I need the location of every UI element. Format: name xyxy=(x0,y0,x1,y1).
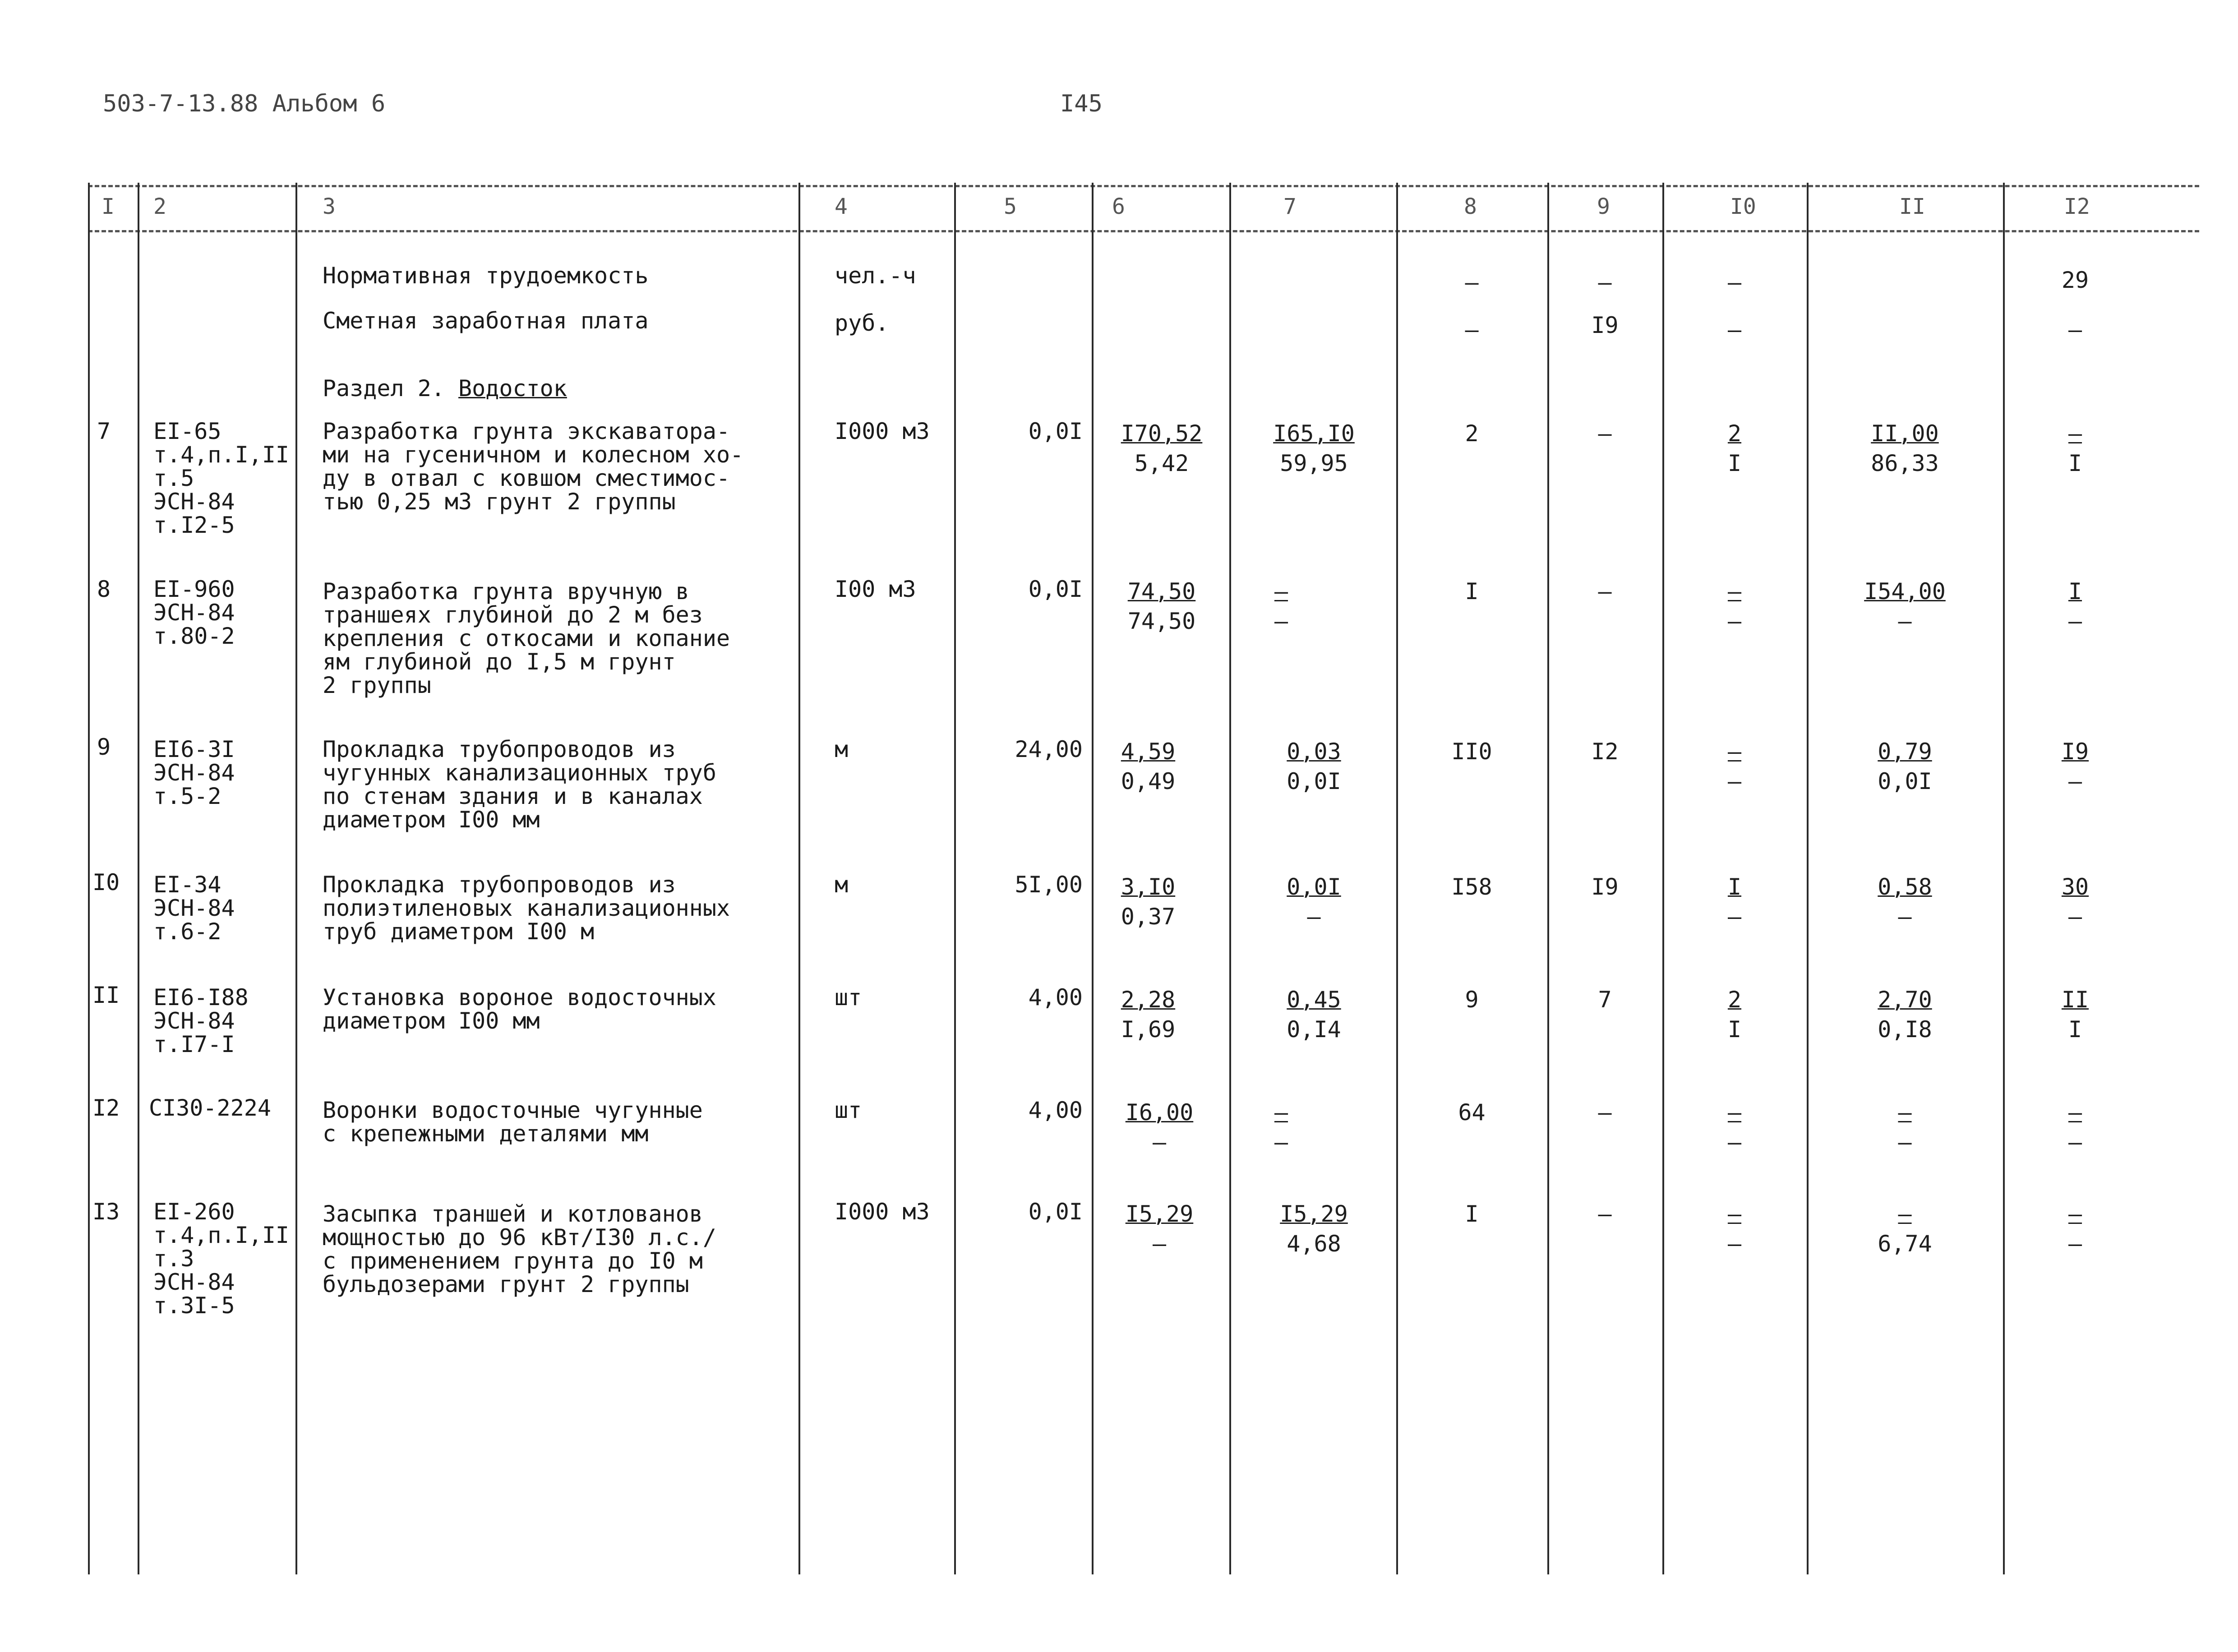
row-cell-9: 7 xyxy=(1598,987,1612,1013)
row-cell-8: 64 xyxy=(1458,1099,1486,1126)
section-title: Раздел 2. Водосток xyxy=(323,375,567,401)
row-cell-9: – xyxy=(1598,420,1612,447)
row-cell-12: I9 – xyxy=(2061,738,2089,794)
row-cell-7: I65,I0 59,95 xyxy=(1273,420,1355,476)
summary-cell: I9 xyxy=(1591,312,1619,338)
row-number: I0 xyxy=(92,869,120,895)
row-number: I2 xyxy=(92,1095,120,1121)
column-number: 2 xyxy=(153,194,166,219)
row-number: II xyxy=(92,982,120,1008)
row-cell-6: I6,00 – xyxy=(1125,1099,1194,1155)
row-cell-11: 0,58 – xyxy=(1878,874,1932,930)
table-top-border xyxy=(88,185,2199,187)
row-cell-7: – – xyxy=(1274,578,1288,634)
row-quantity: 0,0I xyxy=(1028,576,1083,602)
row-unit: шт xyxy=(835,1097,862,1123)
row-cell-7: 0,45 0,I4 xyxy=(1287,987,1341,1043)
row-cell-10: 2 I xyxy=(1727,987,1742,1043)
column-divider xyxy=(1229,183,1231,1574)
row-number: 8 xyxy=(97,576,111,602)
row-description: Разработка грунта вручную в траншеях глубиной до 2 м без крепления с откосами и копание ям глубиной до I,5 м грунт 2 группы xyxy=(323,578,730,698)
row-cell-6: 2,28 I,69 xyxy=(1121,987,1176,1043)
row-cell-12: – – xyxy=(2068,1201,2082,1257)
column-number: 5 xyxy=(1004,194,1017,219)
row-cell-11: 0,79 0,0I xyxy=(1878,738,1932,794)
row-description: Прокладка трубопроводов из полиэтиленовых канализационных труб диаметром I00 м xyxy=(323,872,730,945)
summary-cell: – xyxy=(1465,269,1479,295)
row-description: Установка вороное водосточных диаметром I00 мм xyxy=(323,984,716,1034)
row-quantity: 5I,00 xyxy=(1015,872,1083,898)
summary-cell: 29 xyxy=(2061,267,2089,293)
column-divider xyxy=(1092,183,1094,1574)
row-number: 7 xyxy=(97,418,111,444)
row-unit: шт xyxy=(835,984,862,1011)
table-header-border xyxy=(88,230,2199,232)
row-cell-12: II I xyxy=(2061,987,2089,1043)
row-cell-11: – 6,74 xyxy=(1878,1201,1932,1257)
column-number: I xyxy=(102,194,115,219)
row-unit: м xyxy=(835,736,849,762)
summary-cell: – xyxy=(1727,269,1742,295)
summary-cell: – xyxy=(1727,317,1742,343)
column-number: 9 xyxy=(1597,194,1610,219)
row-cell-8: 2 xyxy=(1465,420,1479,447)
row-cell-12: – I xyxy=(2068,420,2082,476)
row-unit: м xyxy=(835,872,849,898)
row-code: EI-260 т.4,п.I,II т.3 ЭСН-84 т.3I-5 xyxy=(153,1199,290,1319)
row-cell-11: 2,70 0,I8 xyxy=(1878,987,1932,1043)
row-cell-9: I9 xyxy=(1591,874,1619,900)
column-divider xyxy=(954,183,956,1574)
row-cell-6: I70,52 5,42 xyxy=(1121,420,1203,476)
column-number: II xyxy=(1899,194,1925,219)
summary-unit: руб. xyxy=(835,310,889,336)
summary-cell: – xyxy=(2068,317,2082,343)
column-divider xyxy=(88,183,90,1574)
row-cell-8: II0 xyxy=(1451,738,1492,765)
row-cell-9: I2 xyxy=(1591,738,1619,765)
row-cell-10: – – xyxy=(1727,578,1742,634)
row-quantity: 0,0I xyxy=(1028,1199,1083,1225)
row-description: Воронки водосточные чугунные с крепежными деталями мм xyxy=(323,1097,703,1147)
row-cell-7: 0,0I – xyxy=(1287,874,1341,930)
row-code: EI-960 ЭСН-84 т.80-2 xyxy=(153,576,235,649)
row-cell-6: 74,50 74,50 xyxy=(1127,578,1196,634)
row-cell-10: – – xyxy=(1727,738,1742,794)
column-divider xyxy=(798,183,800,1574)
row-quantity: 0,0I xyxy=(1028,418,1083,444)
row-code: EI6-I88 ЭСН-84 т.I7-I xyxy=(153,984,249,1057)
row-cell-11: I54,00 – xyxy=(1864,578,1946,634)
row-cell-12: I – xyxy=(2068,578,2082,634)
column-divider xyxy=(138,183,139,1574)
row-cell-6: 4,59 0,49 xyxy=(1121,738,1176,794)
summary-label: Сметная заработная плата xyxy=(323,308,649,334)
row-unit: I00 м3 xyxy=(835,576,916,602)
column-number: 4 xyxy=(835,194,848,219)
row-code: EI-65 т.4,п.I,II т.5 ЭСН-84 т.I2-5 xyxy=(153,418,290,538)
row-cell-12: 30 – xyxy=(2061,874,2089,930)
row-code: CI30-2224 xyxy=(149,1095,271,1121)
row-number: 9 xyxy=(97,734,111,760)
row-code: EI6-3I ЭСН-84 т.5-2 xyxy=(153,736,235,809)
row-description: Разработка грунта экскаватора- ми на гусеничном и колесном хо- ду в отвал с ковшом сместимос- тью 0,25 м3 грунт 2 группы xyxy=(323,418,744,515)
row-description: Засыпка траншей и котлованов мощностью до 96 кВт/I30 л.с./ с применением грунта до I0 м бульдозерами грунт 2 группы xyxy=(323,1201,716,1297)
column-number: I0 xyxy=(1730,194,1756,219)
row-cell-9: – xyxy=(1598,1201,1612,1227)
column-number: 6 xyxy=(1112,194,1125,219)
column-number: 7 xyxy=(1283,194,1297,219)
row-unit: I000 м3 xyxy=(835,418,930,444)
row-unit: I000 м3 xyxy=(835,1199,930,1225)
summary-unit: чел.-ч xyxy=(835,263,916,289)
column-number: 8 xyxy=(1464,194,1477,219)
row-cell-10: – – xyxy=(1727,1201,1742,1257)
summary-label: Нормативная трудоемкость xyxy=(323,263,649,289)
document-code: 503-7-13.88 Альбом 6 xyxy=(103,90,386,117)
row-cell-11: – – xyxy=(1898,1099,1912,1155)
row-cell-8: I58 xyxy=(1451,874,1492,900)
row-code: EI-34 ЭСН-84 т.6-2 xyxy=(153,872,235,945)
summary-cell: – xyxy=(1598,269,1612,295)
column-divider xyxy=(295,183,297,1574)
row-cell-11: II,00 86,33 xyxy=(1871,420,1939,476)
row-quantity: 4,00 xyxy=(1028,984,1083,1011)
page-number: I45 xyxy=(1060,90,1103,117)
row-description: Прокладка трубопроводов из чугунных канализационных труб по стенам здания и в каналах диаметром I00 мм xyxy=(323,736,716,833)
row-number: I3 xyxy=(92,1199,120,1225)
row-cell-8: 9 xyxy=(1465,987,1479,1013)
column-number: I2 xyxy=(2064,194,2090,219)
column-number: 3 xyxy=(323,194,336,219)
summary-cell: – xyxy=(1465,317,1479,343)
row-cell-10: 2 I xyxy=(1727,420,1742,476)
row-cell-7: – – xyxy=(1274,1099,1288,1155)
row-quantity: 4,00 xyxy=(1028,1097,1083,1123)
row-cell-12: – – xyxy=(2068,1099,2082,1155)
row-cell-9: – xyxy=(1598,1099,1612,1126)
row-cell-8: I xyxy=(1465,578,1479,605)
row-cell-6: 3,I0 0,37 xyxy=(1121,874,1176,930)
row-cell-10: – – xyxy=(1727,1099,1742,1155)
row-cell-6: I5,29 – xyxy=(1125,1201,1194,1257)
row-cell-7: 0,03 0,0I xyxy=(1287,738,1341,794)
row-cell-7: I5,29 4,68 xyxy=(1280,1201,1348,1257)
row-cell-10: I – xyxy=(1727,874,1742,930)
row-quantity: 24,00 xyxy=(1015,736,1083,762)
row-cell-8: I xyxy=(1465,1201,1479,1227)
row-cell-9: – xyxy=(1598,578,1612,605)
